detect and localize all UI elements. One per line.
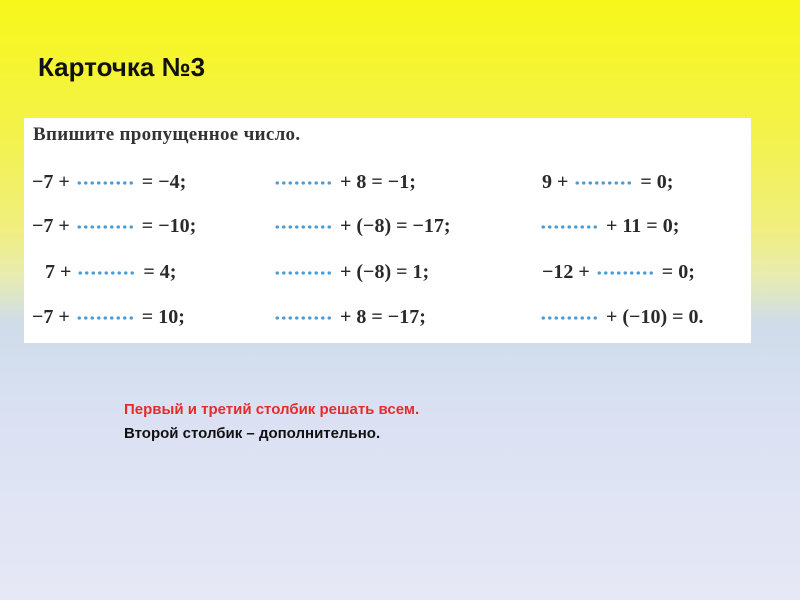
equation-right: + (−8) = −17; xyxy=(340,215,451,237)
equation-left: −7 + xyxy=(32,306,70,328)
equation-right: = −10; xyxy=(141,215,197,237)
blank-field[interactable] xyxy=(540,221,600,233)
blank-field[interactable] xyxy=(574,177,634,189)
equation-c1-r3 xyxy=(45,258,176,286)
equation-right: = 0; xyxy=(640,171,674,193)
equation-left: −12 + xyxy=(542,261,590,283)
equation-c2-r2 xyxy=(274,212,451,240)
equation-right: = 4; xyxy=(143,261,177,283)
equation-c2-r3 xyxy=(274,258,429,286)
equation-c3-r4 xyxy=(540,303,704,331)
equation-c2-r1 xyxy=(274,168,416,196)
instruction-all: Первый и третий столбик решать всем. xyxy=(124,401,420,418)
equation-right: + (−10) = 0. xyxy=(606,306,704,328)
equation-c3-r3 xyxy=(542,258,695,286)
exercise-card xyxy=(24,118,751,343)
page-title: Карточка №3 xyxy=(38,52,206,82)
blank-field[interactable] xyxy=(76,312,136,324)
equation-right: + 8 = −1; xyxy=(340,171,416,193)
blank-field[interactable] xyxy=(274,177,334,189)
equation-c2-r4 xyxy=(274,303,426,331)
equation-c3-r1 xyxy=(542,168,673,196)
blank-field[interactable] xyxy=(76,177,136,189)
equation-right: = −4; xyxy=(141,171,187,193)
equation-right: + 8 = −17; xyxy=(340,306,426,328)
blank-field[interactable] xyxy=(540,312,600,324)
exercise-heading: Впишите пропущенное число. xyxy=(33,124,301,145)
blank-field[interactable] xyxy=(76,221,136,233)
equation-left: 9 + xyxy=(542,171,569,193)
equation-c1-r4 xyxy=(32,303,185,331)
equation-left: −7 + xyxy=(32,171,70,193)
equation-c3-r2 xyxy=(540,212,679,240)
blank-field[interactable] xyxy=(77,267,137,279)
equation-right: + (−8) = 1; xyxy=(340,261,430,283)
blank-field[interactable] xyxy=(274,221,334,233)
equation-right: = 0; xyxy=(661,261,695,283)
blank-field[interactable] xyxy=(274,312,334,324)
blank-field[interactable] xyxy=(596,267,656,279)
equation-right: + 11 = 0; xyxy=(606,215,680,237)
equation-left: −7 + xyxy=(32,215,70,237)
equation-c1-r1 xyxy=(32,168,186,196)
instruction-optional: Второй столбик – дополнительно. xyxy=(124,425,381,442)
blank-field[interactable] xyxy=(274,267,334,279)
equation-right: = 10; xyxy=(141,306,185,328)
equation-left: 7 + xyxy=(45,261,72,283)
equation-c1-r2 xyxy=(32,212,196,240)
